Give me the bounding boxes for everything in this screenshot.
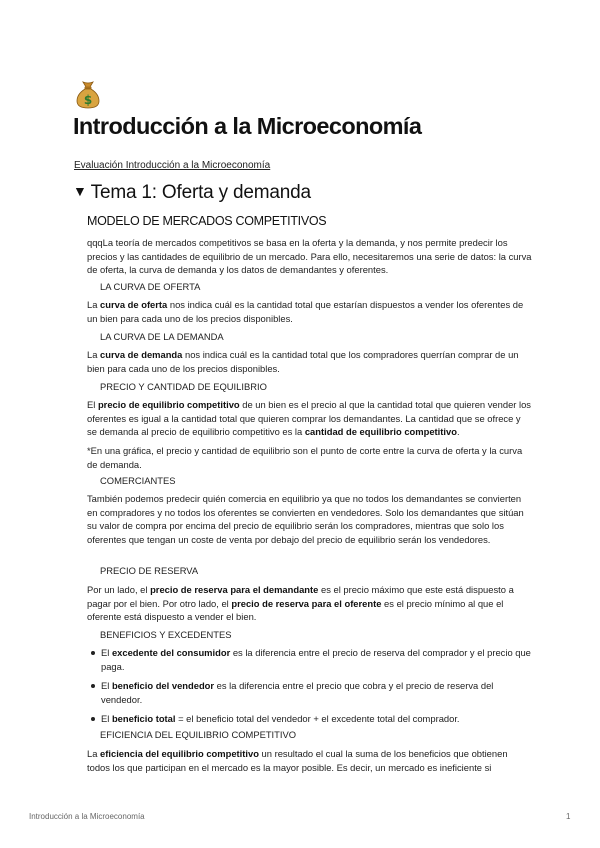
equilibrio-term-precio: precio de equilibrio competitivo bbox=[97, 399, 240, 410]
list-item: El beneficio del vendedor es la diferencia entre el precio que cobra y el precio de reserva del vendedor. bbox=[91, 679, 531, 706]
eficiencia-paragraph: La eficiencia del equilibrio competitivo un resultado el cual la suma de los beneficios que obtienen todos los que participan en el mercado es la mayor posible. Es decir, un mercado es ineficiente si bbox=[87, 748, 508, 773]
list-item: El excedente del consumidor es la diferencia entre el precio de reserva del comprador y el precio que paga. bbox=[91, 646, 531, 673]
footer-title: Introducción a la Microeconomía bbox=[29, 812, 145, 821]
equilibrio-heading: PRECIO Y CANTIDAD DE EQUILIBRIO bbox=[100, 381, 267, 392]
demanda-heading: LA CURVA DE LA DEMANDA bbox=[100, 331, 224, 342]
intro-paragraph: qqqLa teoría de mercados competitivos se basa en la oferta y la demanda, y nos permite predecir los precios y las cantidades de equilibrio de un mercado. Para ello, necesitaremos una serie de datos: la curva de oferta, la curva de demanda y los datos de demandantes y oferentes. bbox=[87, 237, 532, 275]
toggle-heading-text: Tema 1: Oferta y demanda bbox=[90, 182, 311, 203]
comerciantes-paragraph: También podemos predecir quién comercia en equilibrio ya que no todos los demandantes se convierten en compradores y no todos los oferentes se convierten en vendedores. Solo los demandantes que sitúan su valor de compra por encima del precio de equilibrio serán los compradores, mientras que solo los oferentes que tengan un coste de venta por debajo del precio de equilibrio serán los vendedores. bbox=[87, 493, 524, 545]
eficiencia-heading: EFICIENCIA DEL EQUILIBRIO COMPETITIVO bbox=[100, 729, 297, 740]
equilibrio-note: *En una gráfica, el precio y cantidad de equilibrio son el punto de corte entre la curva de oferta y la curva de demanda. bbox=[87, 445, 523, 470]
bullet-dot-icon bbox=[91, 651, 95, 655]
oferta-paragraph: La curva de oferta nos indica cuál es la cantidad total que estarían dispuestos a vender los oferentes de un bien para cada uno de los precios disponibles. bbox=[87, 299, 524, 324]
section-heading: MODELO DE MERCADOS COMPETITIVOS bbox=[87, 214, 327, 228]
oferta-heading: LA CURVA DE OFERTA bbox=[100, 281, 201, 292]
page-number: 1 bbox=[566, 812, 571, 821]
comerciantes-heading: COMERCIANTES bbox=[100, 475, 176, 486]
bullet-dot-icon bbox=[91, 684, 95, 688]
reserva-term-demandante: precio de reserva para el demandante bbox=[150, 584, 319, 595]
page-title: Introducción a la Microeconomía bbox=[73, 113, 422, 139]
demanda-term: curva de demanda bbox=[100, 349, 183, 360]
list-item: El beneficio total = el beneficio total del vendedor + el excedente total del comprador. bbox=[91, 712, 531, 726]
money-bag-icon bbox=[74, 78, 102, 110]
toggle-heading[interactable] bbox=[73, 182, 311, 204]
evaluation-link[interactable]: Evaluación Introducción a la Microeconomía bbox=[74, 160, 271, 171]
reserva-paragraph: Por un lado, el precio de reserva para el demandante es el precio máximo que este está dispuesto a pagar por el bien. Por otro lado, el precio de reserva para el oferente es el precio mínimo al que el oferente está dispuesto a vender el bien. bbox=[87, 584, 514, 622]
eficiencia-term: eficiencia del equilibrio competitivo bbox=[100, 748, 259, 759]
toggle-arrow-icon[interactable]: ▼ bbox=[73, 183, 87, 199]
reserva-term-oferente: precio de reserva para el oferente bbox=[231, 597, 382, 609]
reserva-heading: PRECIO DE RESERVA bbox=[100, 565, 199, 576]
bullet-dot-icon bbox=[91, 717, 95, 721]
beneficios-heading: BENEFICIOS Y EXCEDENTES bbox=[100, 629, 232, 640]
oferta-term: curva de oferta bbox=[100, 299, 168, 310]
demanda-paragraph: La curva de demanda nos indica cuál es la cantidad total que los compradores querrían comprar de un bien para cada uno de los precios disponibles. bbox=[87, 349, 519, 374]
equilibrio-term-cantidad: cantidad de equilibrio competitivo bbox=[304, 426, 457, 437]
equilibrio-paragraph: El precio de equilibrio competitivo de un bien es el precio al que la cantidad total que quieren vender los oferentes es igual a la cantidad total que quieren comprar los demandantes. La cantidad que se ofrece y se demanda al precio de equilibrio competitivo es la cantidad de equilibrio competitivo. bbox=[87, 399, 531, 437]
svg-text:$: $ bbox=[83, 93, 93, 107]
